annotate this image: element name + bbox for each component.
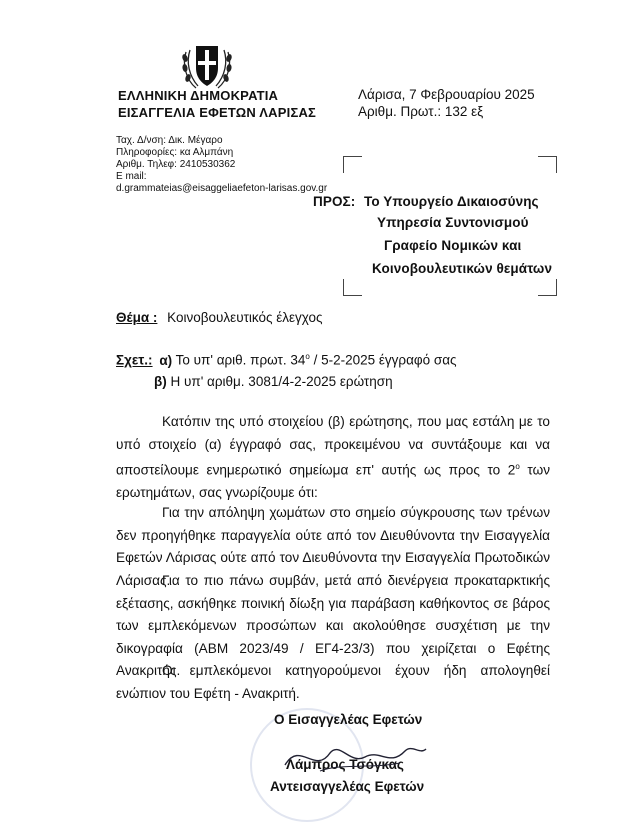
reference-b-text: Η υπ' αριθμ. 3081/4-2-2025 ερώτηση	[170, 374, 393, 389]
bracket-top-right	[538, 156, 557, 173]
reference-a	[116, 352, 457, 368]
signature-name: Λάμπρος Τσόγκας	[286, 757, 404, 772]
recipient-label: ΠΡΟΣ:	[313, 194, 356, 209]
contact-address: Ταχ. Δ/νση: Δικ. Μέγαρο	[116, 135, 223, 146]
subject-label: Θέμα :	[116, 310, 158, 325]
recipient-line-4: Κοινοβουλευτικών θεμάτων	[372, 261, 553, 276]
body-paragraph-2: Για την απόληψη χωμάτων στο σημείο σύγκρουσης των τρένων δεν προηγήθηκε παραγγελία ούτε από τον Διευθύνοντα την Εισαγγελία Εφετών Λάρισας ούτε από τον Διευθύνοντα την Εισαγγελία Πρωτοδικών Λάρισας.	[116, 505, 550, 588]
contact-phone: Αριθμ. Τηλεφ: 2410530362	[116, 159, 236, 170]
greek-emblem-icon	[180, 42, 234, 92]
recipient-line-2: Υπηρεσία Συντονισμού	[377, 215, 529, 230]
reference-a-label: α)	[159, 352, 173, 368]
reference-b	[154, 374, 393, 389]
reference-a-text: Το υπ' αριθ. πρωτ. 34	[175, 352, 306, 368]
recipient-line-1: Το Υπουργείο Δικαιοσύνης	[364, 194, 539, 209]
body-paragraph-3: Για το πιο πάνω συμβάν, μετά από διενέργεια προκαταρκτικής εξέτασης, ασκήθηκε ποινική δίωξη για παράβαση καθήκοντος σε βάρος των εμπλεκόμενων προσώπων και ακολούθησε συσχέτιση με την δικογραφία (ΑΒΜ 2023/49 / ΕΓ4-23/3) που χειρίζεται ο Εφέτης Ανακριτής.	[116, 573, 550, 679]
reference-label: Σχετ.:	[116, 352, 153, 368]
handwritten-signature	[280, 735, 430, 780]
reference-a-sup: ο	[305, 352, 310, 361]
place-date: Λάρισα, 7 Φεβρουαρίου 2025	[358, 87, 535, 102]
bracket-bottom-right	[538, 279, 557, 296]
contact-email-label: E mail:	[116, 171, 147, 182]
body-paragraph-4: Οι εμπλεκόμενοι κατηγορούμενοι έχουν ήδη απολογηθεί ενώπιον του Εφέτη - Ανακριτή.	[116, 663, 550, 701]
signature-role: Αντεισαγγελέας Εφετών	[270, 779, 425, 794]
body-paragraph-1: Κατόπιν της υπό στοιχείου (β) ερώτησης, που μας εστάλη με το υπό στοιχείο (α) έγγραφό σας, προκειμένου να συντάξουμε και να αποστείλουμε ενημερωτικό σημείωμα επ' αυτής ως προς το $2^o$ των ερωτημάτων, σας γνωρίζουμε ότι:	[116, 414, 550, 501]
bracket-bottom-left	[343, 279, 362, 296]
contact-info: Πληροφορίες: κα Αλμπάνη	[116, 147, 234, 158]
recipient-line-3: Γραφείο Νομικών και	[384, 238, 522, 253]
reference-a-rest: / 5-2-2025 έγγραφό σας	[309, 352, 457, 368]
bracket-top-left	[343, 156, 362, 173]
body-p1-sup: ο	[515, 462, 520, 472]
signature-title: Ο Εισαγγελέας Εφετών	[274, 712, 423, 727]
protocol-number: Αριθμ. Πρωτ.: 132 εξ	[358, 104, 484, 119]
subject-text: Κοινοβουλευτικός έλεγχος	[167, 310, 323, 325]
office-name: ΕΙΣΑΓΓΕΛΙΑ ΕΦΕΤΩΝ ΛΑΡΙΣΑΣ	[118, 105, 317, 120]
contact-email: d.grammateias@eisaggeliaefeton-larisas.gov.gr	[116, 183, 328, 194]
subject-line	[116, 310, 323, 325]
country-name: ΕΛΛΗΝΙΚΗ ΔΗΜΟΚΡΑΤΙΑ	[118, 88, 279, 103]
reference-b-label: β)	[154, 374, 167, 389]
